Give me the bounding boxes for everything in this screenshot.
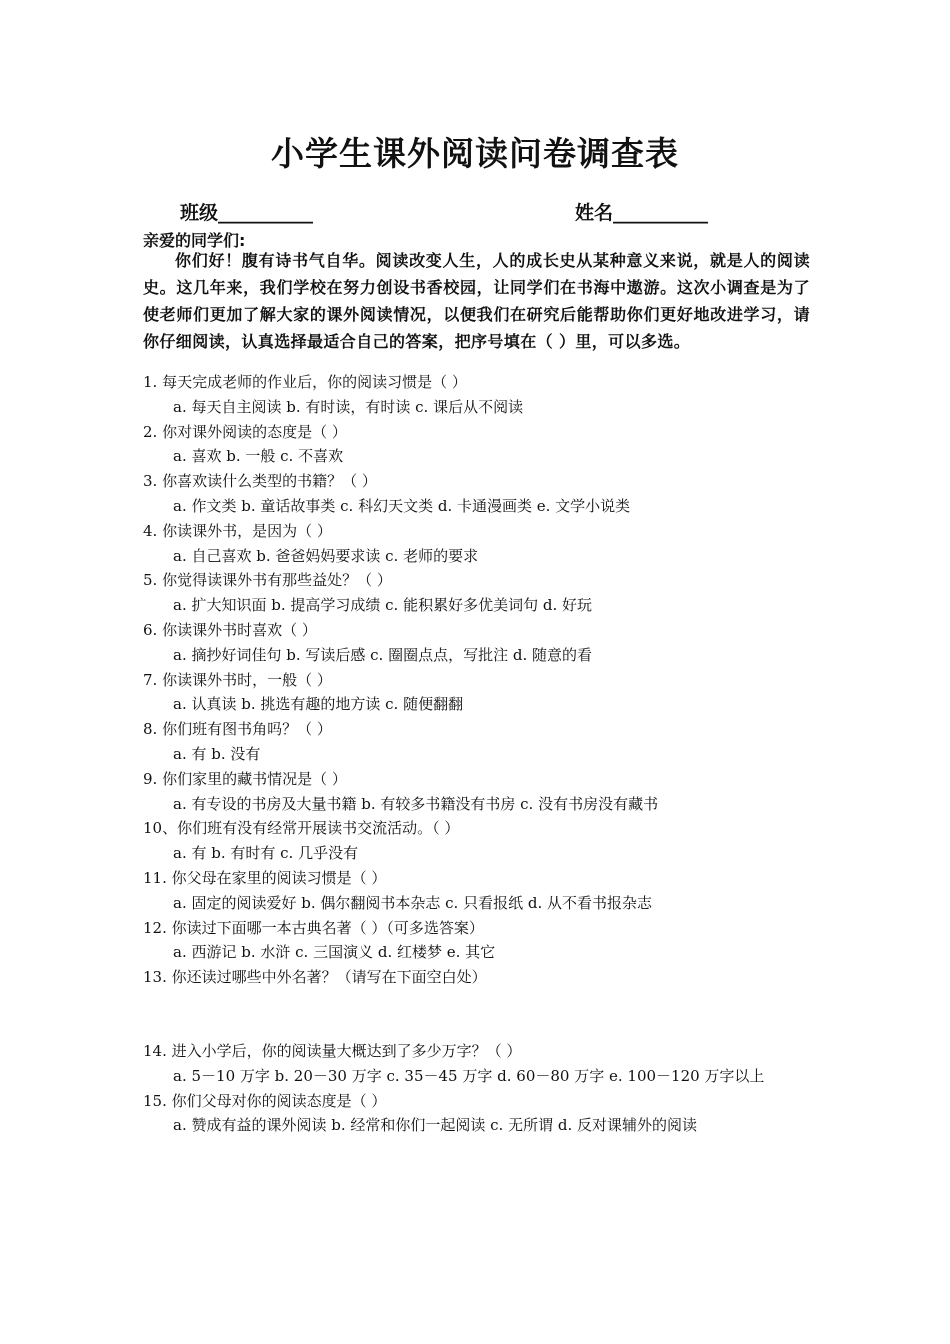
question-item bbox=[143, 420, 810, 470]
question-options: a. 喜欢 b. 一般 c. 不喜欢 bbox=[173, 447, 344, 466]
question-item bbox=[143, 668, 810, 718]
question-text: 10、你们班有没有经常开展读书交流活动。（ ） bbox=[143, 819, 460, 838]
intro-paragraph: 你们好！腹有诗书气自华。阅读改变人生，人的成长史从某种意义来说，就是人的阅读史。这几年来，我们学校在努力创设书香校园，让同学们在书海中遨游。这次小调查是为了使老师们更加了解大家的课外阅读情况，以便我们在研究后能帮助你们更好地改进学习，请你仔细阅读，认真选择最适合自己的答案，把序号填在（ ）里，可以多选。 bbox=[143, 251, 810, 351]
question-item bbox=[143, 965, 810, 1039]
question-text: 4. 你读课外书，是因为（ ） bbox=[143, 521, 332, 540]
question-options: a. 西游记 b. 水浒 c. 三国演义 d. 红楼梦 e. 其它 bbox=[173, 943, 496, 962]
question-options: a. 有专设的书房及大量书籍 b. 有较多书籍没有书房 c. 没有书房没有藏书 bbox=[173, 794, 659, 813]
question-text: 1. 每天完成老师的作业后，你的阅读习惯是（ ） bbox=[143, 373, 467, 391]
greeting: 亲爱的同学们: bbox=[143, 231, 246, 250]
class-field-label: 班级__________ bbox=[180, 202, 314, 224]
question-options: a. 有 b. 有时有 c. 几乎没有 bbox=[173, 844, 359, 863]
question-options: a. 赞成有益的课外阅读 b. 经常和你们一起阅读 c. 无所谓 d. 反对课辅外的阅读 bbox=[173, 1116, 697, 1135]
question-text: 13. 你还读过哪些中外名著？（请写在下面空白处） bbox=[143, 968, 487, 987]
question-text: 9. 你们家里的藏书情况是（ ） bbox=[143, 769, 347, 788]
question-options: a. 5－10 万字 b. 20－30 万字 c. 35－45 万字 d. 60－80 万字 e. 100－120 万字以上 bbox=[173, 1066, 765, 1085]
question-text: 14. 进入小学后，你的阅读量大概达到了多少万字？（ ） bbox=[143, 1041, 522, 1060]
question-item bbox=[143, 519, 810, 569]
question-options: a. 每天自主阅读 b. 有时读，有时读 c. 课后从不阅读 bbox=[173, 397, 524, 416]
question-item bbox=[143, 618, 810, 668]
question-text: 5. 你觉得读课外书有那些益处？（ ） bbox=[143, 571, 392, 590]
question-text: 6. 你读课外书时喜欢（ ） bbox=[143, 620, 317, 639]
question-text: 2. 你对课外阅读的态度是（ ） bbox=[143, 422, 347, 441]
question-options: a. 摘抄好词佳句 b. 写读后感 c. 圈圈点点，写批注 d. 随意的看 bbox=[173, 645, 592, 664]
question-options: a. 作文类 b. 童话故事类 c. 科幻天文类 d. 卡通漫画类 e. 文学小说类 bbox=[173, 496, 631, 515]
question-item bbox=[143, 370, 810, 420]
question-options: a. 有 b. 没有 bbox=[173, 744, 261, 763]
question-options: a. 扩大知识面 b. 提高学习成绩 c. 能积累好多优美词句 d. 好玩 bbox=[173, 596, 592, 615]
question-text: 15. 你们父母对你的阅读态度是（ ） bbox=[143, 1091, 387, 1110]
question-item bbox=[143, 816, 810, 866]
question-item bbox=[143, 1089, 810, 1139]
question-text: 7. 你读课外书时，一般（ ） bbox=[143, 670, 332, 689]
page-title: 小学生课外阅读问卷调查表 bbox=[271, 134, 679, 173]
question-list bbox=[143, 370, 810, 1138]
question-text: 12. 你读过下面哪一本古典名著（ ）（可多选答案） bbox=[143, 918, 484, 937]
question-item bbox=[143, 767, 810, 817]
question-options: a. 认真读 b. 挑选有趣的地方读 c. 随便翻翻 bbox=[173, 695, 464, 714]
question-item bbox=[143, 916, 810, 966]
question-item bbox=[143, 568, 810, 618]
question-options: a. 固定的阅读爱好 b. 偶尔翻阅书本杂志 c. 只看报纸 d. 从不看书报杂志 bbox=[173, 893, 652, 912]
name-field-label: 姓名__________ bbox=[575, 202, 709, 224]
question-text: 8. 你们班有图书角吗？（ ） bbox=[143, 720, 332, 739]
question-item bbox=[143, 1039, 810, 1089]
question-item bbox=[143, 717, 810, 767]
question-item bbox=[143, 469, 810, 519]
answer-blank-area[interactable] bbox=[143, 990, 810, 1039]
question-options: a. 自己喜欢 b. 爸爸妈妈要求读 c. 老师的要求 bbox=[173, 546, 479, 565]
question-text: 11. 你父母在家里的阅读习惯是（ ） bbox=[143, 868, 387, 887]
question-item bbox=[143, 866, 810, 916]
question-text: 3. 你喜欢读什么类型的书籍？（ ） bbox=[143, 472, 377, 491]
